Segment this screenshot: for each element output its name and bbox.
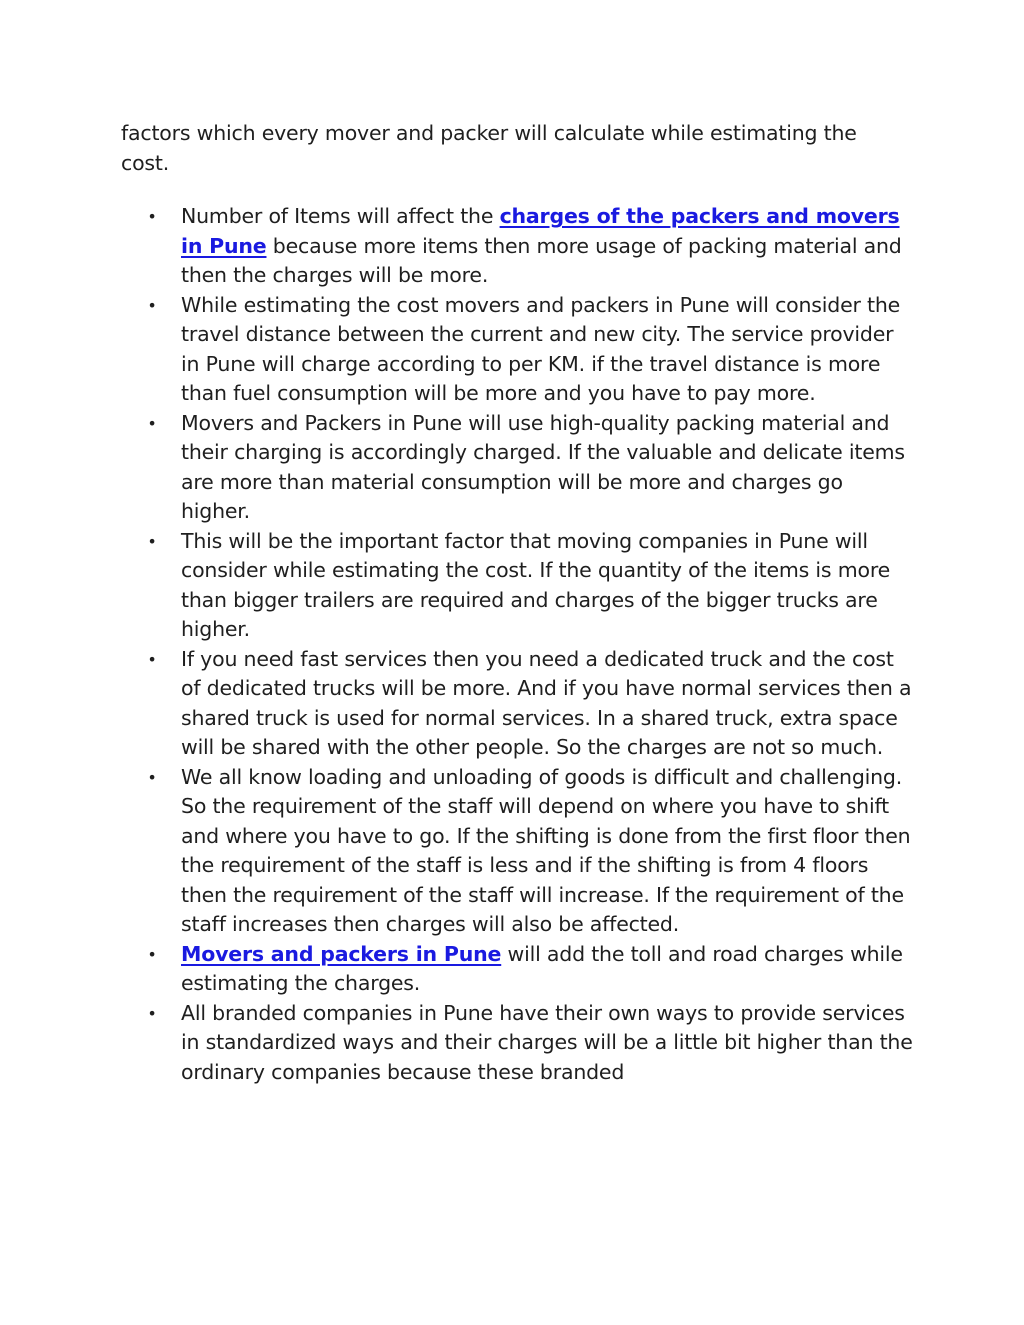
bullet-icon: • [147,767,157,787]
factors-list [147,202,916,1087]
list-item [147,999,916,1088]
intro-paragraph: factors which every mover and packer will calculate while estimating the cost. [121,121,857,175]
item-text-after: because more items then more usage of packing material and then the charges will be more. [181,233,902,287]
bullet-icon: • [147,413,157,433]
list-item [147,645,916,763]
list-item [147,291,916,409]
list-item [147,940,916,999]
bullet-icon: • [147,649,157,669]
bullet-icon: • [147,1003,157,1023]
packers-movers-charges-link[interactable]: charges of the packers and movers in Pune [181,204,900,258]
bullet-icon: • [147,207,157,226]
list-item [147,763,916,940]
movers-packers-pune-link[interactable]: Movers and packers in Pune [181,941,502,966]
list-item [147,409,916,527]
item-text: Movers and Packers in Pune will use high-quality packing material and their charging is accordingly charged. If the valuable and delicate items are more than material consumption will be more and charges go higher. [181,410,905,523]
item-text: This will be the important factor that moving companies in Pune will consider while estimating the cost. If the quantity of the items is more than bigger trailers are required and charges of the bigger trucks are higher. [181,528,891,641]
list-item [147,202,916,291]
bullet-icon: • [147,295,157,315]
item-text: If you need fast services then you need a dedicated truck and the cost of dedicated trucks will be more. And if you have normal services then a shared truck is used for normal services. In a shared truck, extra space will be shared with the other people. So the charges are not so much. [181,646,912,759]
list-item [147,527,916,645]
bullet-icon: • [147,944,157,964]
item-text: While estimating the cost movers and packers in Pune will consider the travel distance between the current and new city. The service provider in Pune will charge according to per KM. if the travel distance is more than fuel consumption will be more and you have to pay more. [181,292,901,405]
item-text-after: will add the toll and road charges while estimating the charges. [181,941,903,995]
item-text: We all know loading and unloading of goods is difficult and challenging. So the requirement of the staff will depend on where you have to shift and where you have to go. If the shifting is done from the first floor then the requirement of the staff is less and if the shifting is from 4 floors then the requirement of the staff will increase. If the requirement of the staff increases then charges will also be affected. [181,764,911,936]
bullet-icon: • [147,531,157,551]
item-text-before: Number of Items will affect the [181,204,500,228]
item-text: All branded companies in Pune have their own ways to provide services in standardized ways and their charges will be a little bit higher than the ordinary companies because these branded [181,1000,913,1084]
